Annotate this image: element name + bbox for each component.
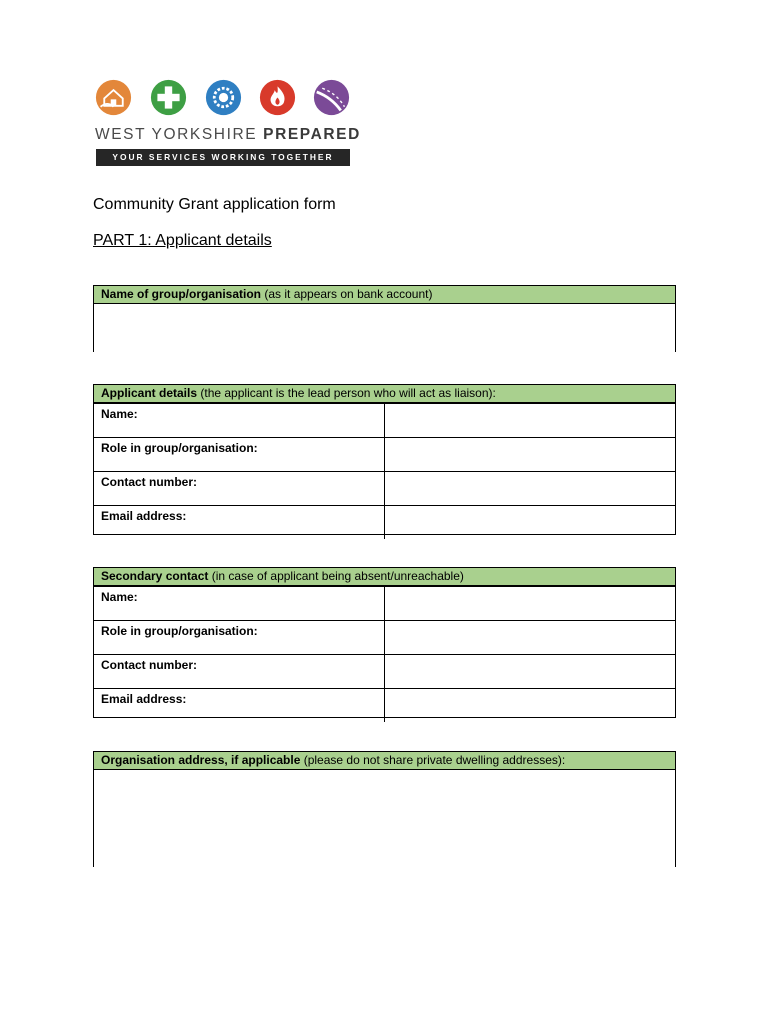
form-row [94,403,675,437]
section-header-note: (in case of applicant being absent/unreachable) [208,569,464,583]
section-header-note: (as it appears on bank account) [261,287,433,301]
field-label: Name: [94,587,385,620]
logo-name-regular: WEST YORKSHIRE [95,126,258,143]
section-header-bold: Organisation address, if applicable [101,753,301,767]
form-row [94,654,675,688]
secondary-contact-number-field[interactable] [385,655,675,688]
field-label: Email address: [94,506,385,539]
applicant-name-field[interactable] [385,404,675,437]
applicant-details-section [93,384,676,535]
section-header-bold: Applicant details [101,386,198,400]
form-row [94,688,675,722]
section-header-note: (the applicant is the lead person who will act as liaison): [197,386,496,400]
field-label: Role in group/organisation: [94,621,385,654]
field-label: Contact number: [94,655,385,688]
form-row [94,471,675,505]
part-heading: PART 1: Applicant details [93,232,272,249]
form-row [94,437,675,471]
section-header-bold: Secondary contact [101,569,209,583]
applicant-contact-number-field[interactable] [385,472,675,505]
police-badge-icon [205,79,242,116]
form-row [94,620,675,654]
west-yorkshire-prepared-logo [93,76,361,168]
road-icon [313,79,350,116]
logo-wordmark [95,126,361,144]
section-header-note: (please do not share private dwelling addresses): [300,753,566,767]
field-label: Role in group/organisation: [94,438,385,471]
applicant-role-field[interactable] [385,438,675,471]
organisation-address-field[interactable] [94,770,675,867]
house-hands-icon [95,79,132,116]
applicant-email-field[interactable] [385,506,675,539]
section-header [94,385,675,403]
field-label: Email address: [94,689,385,722]
secondary-name-field[interactable] [385,587,675,620]
section-header [94,568,675,586]
form-title: Community Grant application form [93,196,336,213]
field-label: Name: [94,404,385,437]
organisation-name-field[interactable] [94,304,675,352]
section-header-bold: Name of group/organisation [101,287,262,301]
form-row [94,505,675,539]
field-label: Contact number: [94,472,385,505]
organisation-name-section [93,285,676,352]
form-row [94,586,675,620]
secondary-email-field[interactable] [385,689,675,722]
flame-icon [259,79,296,116]
logo-name-bold: PREPARED [263,126,361,143]
organisation-address-section [93,751,676,867]
section-header [94,752,675,770]
section-header [94,286,675,304]
logo-icons [95,76,353,120]
logo-tagline: YOUR SERVICES WORKING TOGETHER [96,149,350,166]
secondary-role-field[interactable] [385,621,675,654]
secondary-contact-section [93,567,676,718]
plus-icon [150,79,187,116]
